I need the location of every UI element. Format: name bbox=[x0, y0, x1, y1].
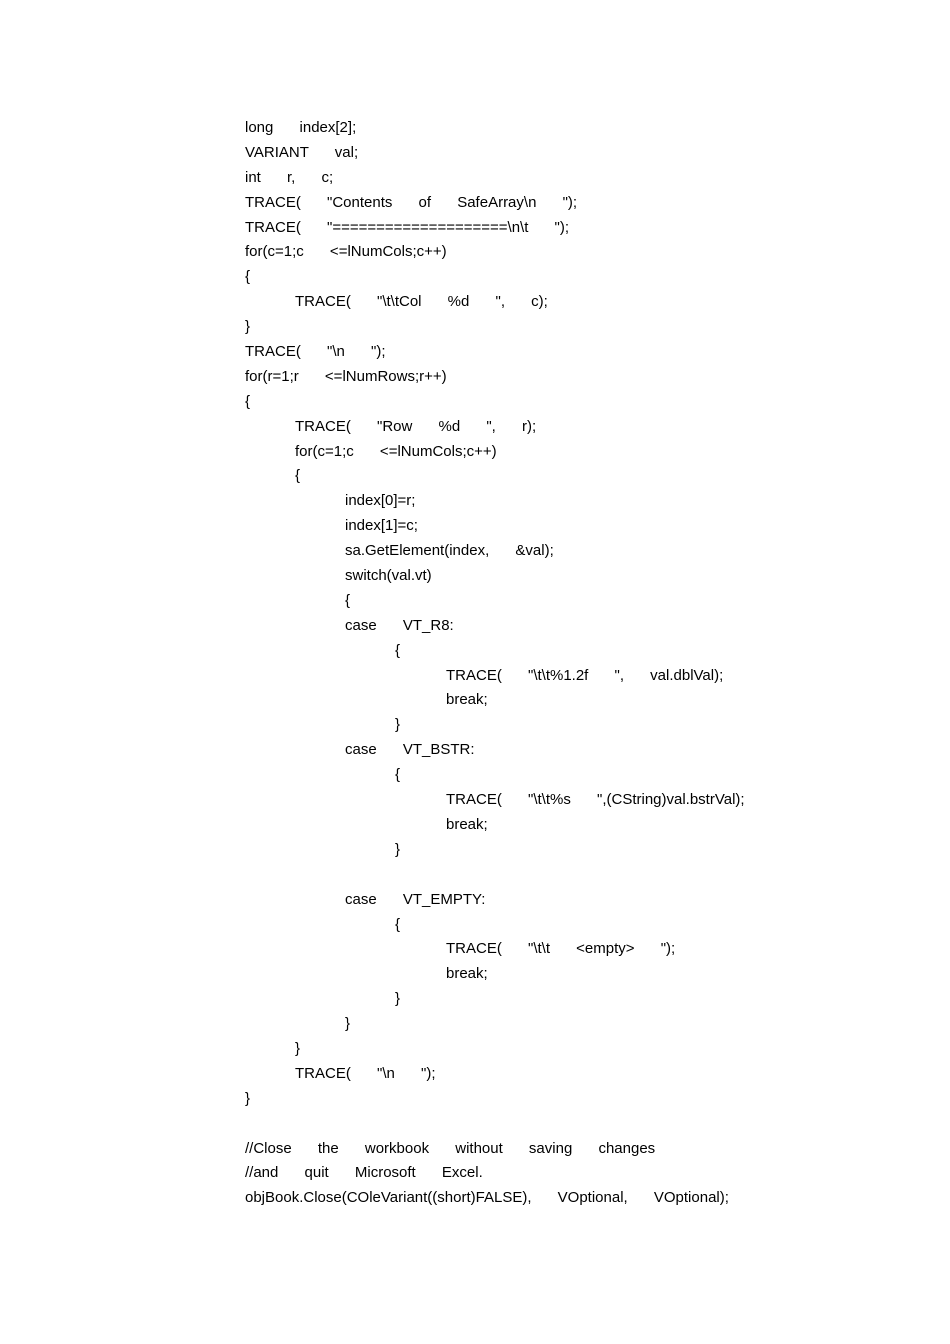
code-line: { bbox=[345, 591, 351, 609]
code-line: TRACE( "====================\n\t "); bbox=[245, 218, 570, 236]
code-line: for(c=1;c <=lNumCols;c++) bbox=[295, 442, 497, 460]
code-line: TRACE( "\t\t%1.2f ", val.dblVal); bbox=[446, 666, 724, 684]
code-line: for(r=1;r <=lNumRows;r++) bbox=[245, 367, 447, 385]
code-line: int r, c; bbox=[245, 168, 334, 186]
comment-line: //Close the workbook without saving changes bbox=[245, 1139, 656, 1157]
code-line: { bbox=[245, 392, 251, 410]
code-line: } bbox=[245, 1089, 251, 1107]
code-line: } bbox=[395, 716, 401, 734]
code-line: index[0]=r; bbox=[345, 492, 416, 510]
code-line: { bbox=[395, 641, 401, 659]
code-line: } bbox=[245, 318, 251, 336]
code-line: } bbox=[345, 1015, 351, 1033]
code-line: { bbox=[245, 268, 251, 286]
code-line: } bbox=[295, 1039, 301, 1057]
code-line: VARIANT val; bbox=[245, 143, 359, 161]
code-line: case VT_R8: bbox=[345, 616, 454, 634]
code-line: } bbox=[395, 840, 401, 858]
code-line: TRACE( "\t\t%s ",(CString)val.bstrVal); bbox=[446, 791, 745, 809]
code-line: sa.GetElement(index, &val); bbox=[345, 542, 554, 560]
code-line: TRACE( "\n "); bbox=[295, 1064, 436, 1082]
code-line: case VT_BSTR: bbox=[345, 741, 475, 759]
code-line: } bbox=[395, 990, 401, 1008]
comment-line: //and quit Microsoft Excel. bbox=[245, 1164, 483, 1182]
code-line: TRACE( "Row %d ", r); bbox=[295, 417, 537, 435]
code-line: case VT_EMPTY: bbox=[345, 890, 486, 908]
code-line: objBook.Close(COleVariant((short)FALSE), VOptional, VOptional); bbox=[245, 1189, 729, 1207]
code-line: long index[2]; bbox=[245, 119, 357, 136]
code-line: index[1]=c; bbox=[345, 517, 418, 535]
code-line: switch(val.vt) bbox=[345, 567, 432, 585]
code-line: break; bbox=[446, 691, 488, 709]
code-line: for(c=1;c <=lNumCols;c++) bbox=[245, 243, 447, 261]
code-line: { bbox=[295, 467, 301, 485]
code-line: TRACE( "\t\tCol %d ", c); bbox=[295, 293, 548, 311]
code-line: TRACE( "\n "); bbox=[245, 343, 386, 361]
code-line: { bbox=[395, 915, 401, 933]
code-line: break; bbox=[446, 965, 488, 983]
blank-line bbox=[245, 1112, 925, 1137]
code-line: TRACE( "\t\t <empty> "); bbox=[446, 940, 676, 958]
code-line: { bbox=[395, 766, 401, 784]
blank-line bbox=[245, 863, 925, 888]
code-listing bbox=[245, 116, 925, 1211]
code-line: break; bbox=[446, 815, 488, 833]
code-line: TRACE( "Contents of SafeArray\n "); bbox=[245, 193, 578, 211]
